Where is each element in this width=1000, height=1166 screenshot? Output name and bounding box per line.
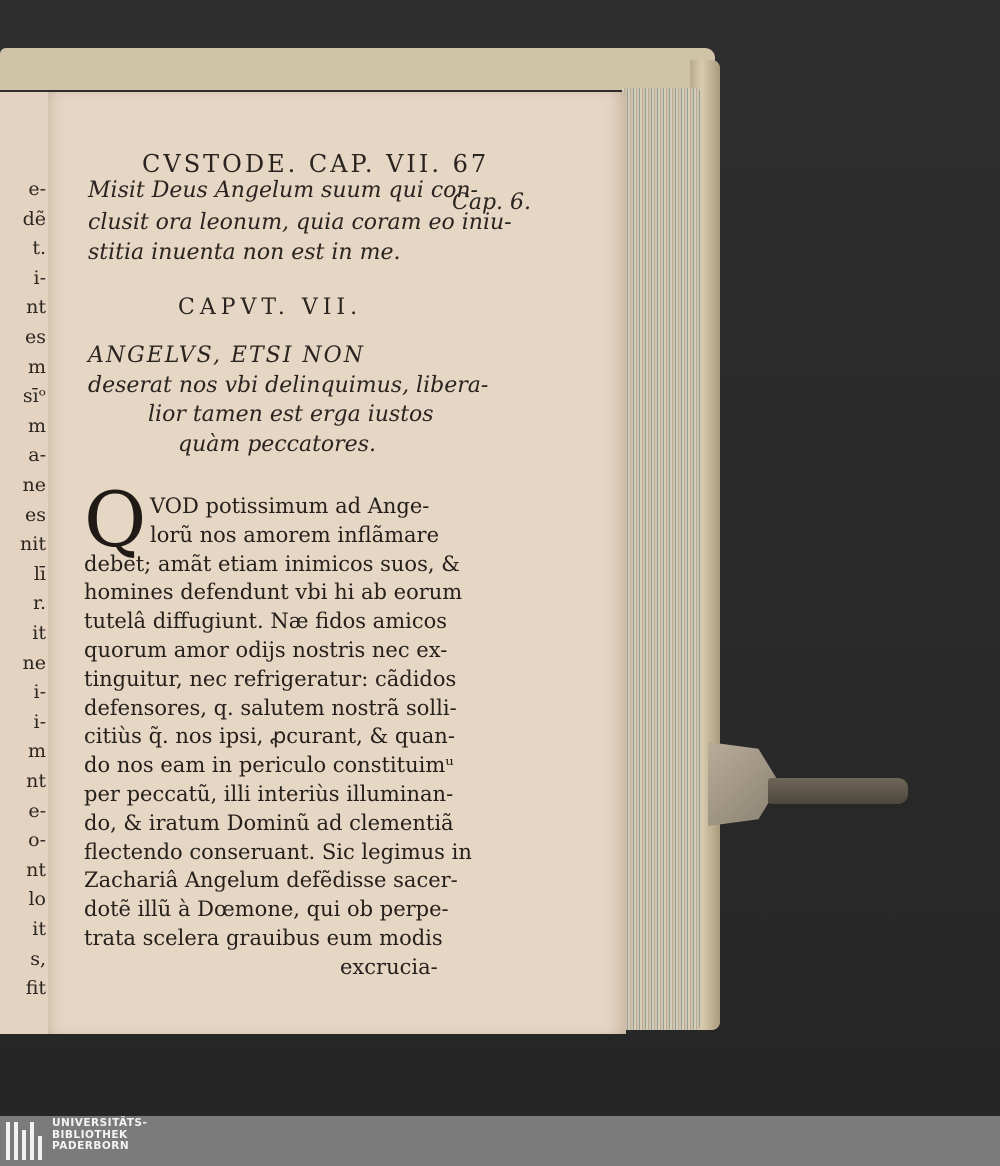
logo-line: BIBLIOTHEK [52, 1128, 128, 1141]
prev-page-fragment-text: nit [20, 533, 46, 556]
margin-note: Cap. 6. [452, 190, 532, 215]
logo-line: UNIVERSITÄTS- [52, 1117, 148, 1129]
prev-page-fragment-text: ne [22, 474, 46, 496]
prev-page-fragment-text: lo [28, 888, 46, 911]
library-logo-text [52, 1118, 147, 1153]
summary-line: deserat nos vbi delinquimus, libera- [88, 373, 489, 398]
body-line: defensores, q. salutem nostrã solli- [84, 695, 457, 720]
body-line: flectendo conseruant. Sic legimus in [84, 839, 472, 864]
prev-page-fragment-text: r. [32, 592, 46, 615]
prev-page-fragment-text: dẽ [22, 207, 46, 230]
prev-page-fragment-text: m [27, 414, 46, 437]
previous-page-fragment [0, 92, 52, 1034]
prev-page-fragment-text: nt [26, 858, 46, 881]
body-line: homines defendunt vbi hi ab eorum [84, 580, 463, 605]
prev-page-fragment-text: es [25, 503, 46, 526]
body-line: trata scelera grauibus eum modis [84, 926, 443, 950]
prev-page-fragment-text: m [27, 740, 46, 763]
prev-page-fragment-text: a- [28, 444, 46, 467]
drop-cap: Q [84, 475, 147, 564]
chapter-heading: CAPVT. VII. [178, 295, 363, 320]
intro-line: clusit ora leonum, quia coram eo iniu- [88, 210, 512, 235]
prev-page-fragment-text: t. [32, 237, 46, 260]
body-line: quorum amor odijs nostris nec ex- [84, 638, 448, 662]
running-head: CVSTODE. CAP. VII. 67 [142, 150, 490, 178]
body-line: dotẽ illũ à Dœmone, qui ob perpe- [84, 897, 449, 922]
clasp-bar [768, 778, 908, 804]
prev-page-fragment-text: o- [28, 829, 46, 852]
body-line: per peccatũ, illi interiùs illuminan- [84, 782, 454, 806]
summary-line: lior tamen est erga iustos [148, 402, 434, 427]
intro-line: Misit Deus Angelum suum qui con- [88, 178, 478, 203]
book-clasp [708, 742, 908, 826]
body-line: do, & iratum Dominũ ad clementiã [84, 810, 454, 835]
prev-page-fragment-text: i- [33, 710, 46, 733]
prev-page-fragment-text: i- [33, 266, 46, 289]
body-line: citiùs q̃. nos ipsi, ꝓcurant, & quan- [84, 724, 455, 749]
body-line: VOD potissimum ad Ange- [150, 494, 430, 518]
prev-page-fragment-text: s, [30, 947, 46, 970]
body-line: Zachariâ Angelum defẽdisse sacer- [84, 868, 458, 893]
body-line: tutelâ diffugiunt. Næ fidos amicos [84, 609, 448, 634]
page-edges [622, 88, 700, 1030]
prev-page-fragment-text: ne [22, 651, 46, 674]
summary-line: ANGELVS, ETSI NON [88, 343, 365, 368]
prev-page-fragment-text: m [27, 355, 46, 378]
prev-page-fragment-text: nt [26, 770, 46, 792]
prev-page-fragment-text: lī [33, 562, 46, 585]
prev-page-fragment-text: fit [25, 977, 46, 1000]
logo-line: PADERBORN [52, 1140, 130, 1152]
library-logo-icon [6, 1122, 46, 1160]
body-line: excrucia- [340, 954, 438, 979]
prev-page-fragment-text: i- [33, 681, 46, 704]
book-cover-top [0, 48, 715, 90]
footer-bar [0, 1116, 1000, 1166]
prev-page-fragment-text: sīᵒ [22, 385, 46, 408]
prev-page-fragment-text: e- [28, 799, 46, 822]
prev-page-fragment-text: it [32, 622, 46, 644]
body-line: debet; amãt etiam inimicos suos, & [84, 551, 460, 576]
prev-page-fragment-text: nt [26, 296, 46, 319]
prev-page-fragment-text: e- [28, 178, 46, 200]
prev-page-fragment-text: es [25, 326, 46, 348]
body-line: lorũ nos amorem inflãmare [150, 522, 440, 547]
intro-line: stitia inuenta non est in me. [88, 240, 401, 265]
prev-page-fragment-text: it [32, 918, 46, 940]
summary-line: quàm peccatores. [178, 432, 376, 457]
body-line: do nos eam in periculo constituimᵘ [84, 753, 454, 778]
body-line: tinguitur, nec refrigeratur: cãdidos [84, 666, 457, 691]
